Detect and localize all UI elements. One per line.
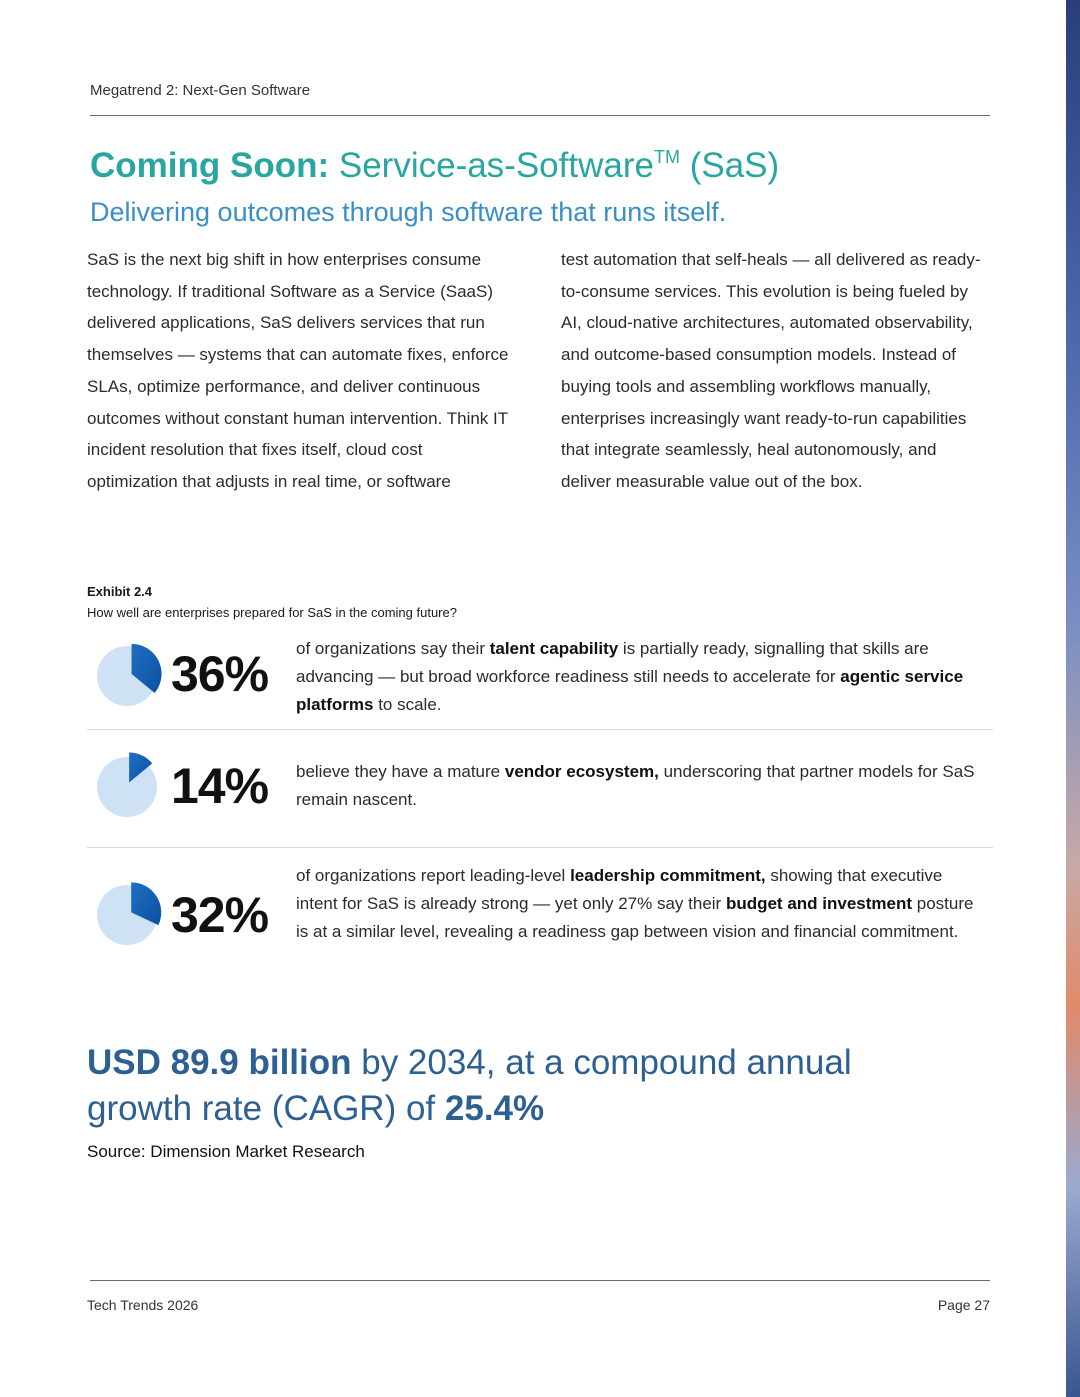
stat-percentage: 32% (171, 887, 269, 943)
market-size-statement (87, 1040, 907, 1132)
stat-percentage: 36% (171, 646, 269, 702)
header-rule (90, 115, 990, 116)
trademark-mark: TM (653, 147, 680, 167)
body-column-right: test automation that self-heals — all delivered as ready-to-consume services. This evolution is being fueled by AI, cloud-native architectures, automated observability, and outcome-based consumption models. Instead of buying tools and assembling workflows manually, enterprises increasingly want ready-to-run capabilities that integrate seamlessly, heal autonomously, and deliver measurable value out of the box. (561, 250, 981, 491)
title-rest: Service-as-Software (338, 146, 654, 185)
stat-description: believe they have a mature vendor ecosystem, underscoring that partner models for SaS remain nascent. (296, 762, 975, 809)
pie-chart-icon (92, 639, 162, 709)
stat-description: of organizations report leading-level leadership commitment, showing that executive intent for SaS is already strong — yet only 27% say their budget and investment posture is at a similar level, revealing a readiness gap between vision and financial commitment. (296, 866, 974, 941)
section-header: Megatrend 2: Next-Gen Software (90, 82, 311, 99)
stat-percentage: 14% (171, 758, 269, 814)
pie-chart-icon (92, 750, 162, 820)
footer-rule (90, 1280, 990, 1281)
market-mid: by 2034, at a compound annual growth rate (CAGR) of (87, 1043, 852, 1128)
page-subtitle: Delivering outcomes through software that runs itself. (90, 197, 727, 227)
market-amount: USD 89.9 billion (87, 1043, 352, 1082)
exhibit-question: How well are enterprises prepared for SaS in the coming future? (87, 605, 457, 620)
exhibit-label: Exhibit 2.4 (87, 584, 153, 599)
market-rate: 25.4% (444, 1089, 545, 1128)
market-source: Source: Dimension Market Research (87, 1142, 365, 1161)
footer-title: Tech Trends 2026 (87, 1297, 199, 1313)
pie-chart-icon (92, 878, 162, 948)
stat-description: of organizations say their talent capability is partially ready, signalling that skills are advancing — but broad workforce readiness still needs to accelerate for agentic service platforms to scale. (296, 639, 964, 714)
stat-divider (87, 847, 993, 848)
decorative-edge-strip (1066, 0, 1080, 1397)
page-number: Page 27 (937, 1297, 990, 1313)
title-suffix: (SaS) (689, 146, 780, 185)
title-bold: Coming Soon: (90, 146, 330, 185)
stat-divider (87, 729, 993, 730)
page-title (90, 146, 779, 186)
body-column-left: SaS is the next big shift in how enterprises consume technology. If traditional Software as a Service (SaaS) delivered applications, SaS delivers services that run themselves — systems that can automate fixes, enforce SLAs, optimize performance, and deliver continuous outcomes without constant human intervention. Think IT incident resolution that fixes itself, cloud cost optimization that adjusts in real time, or software (87, 250, 509, 491)
